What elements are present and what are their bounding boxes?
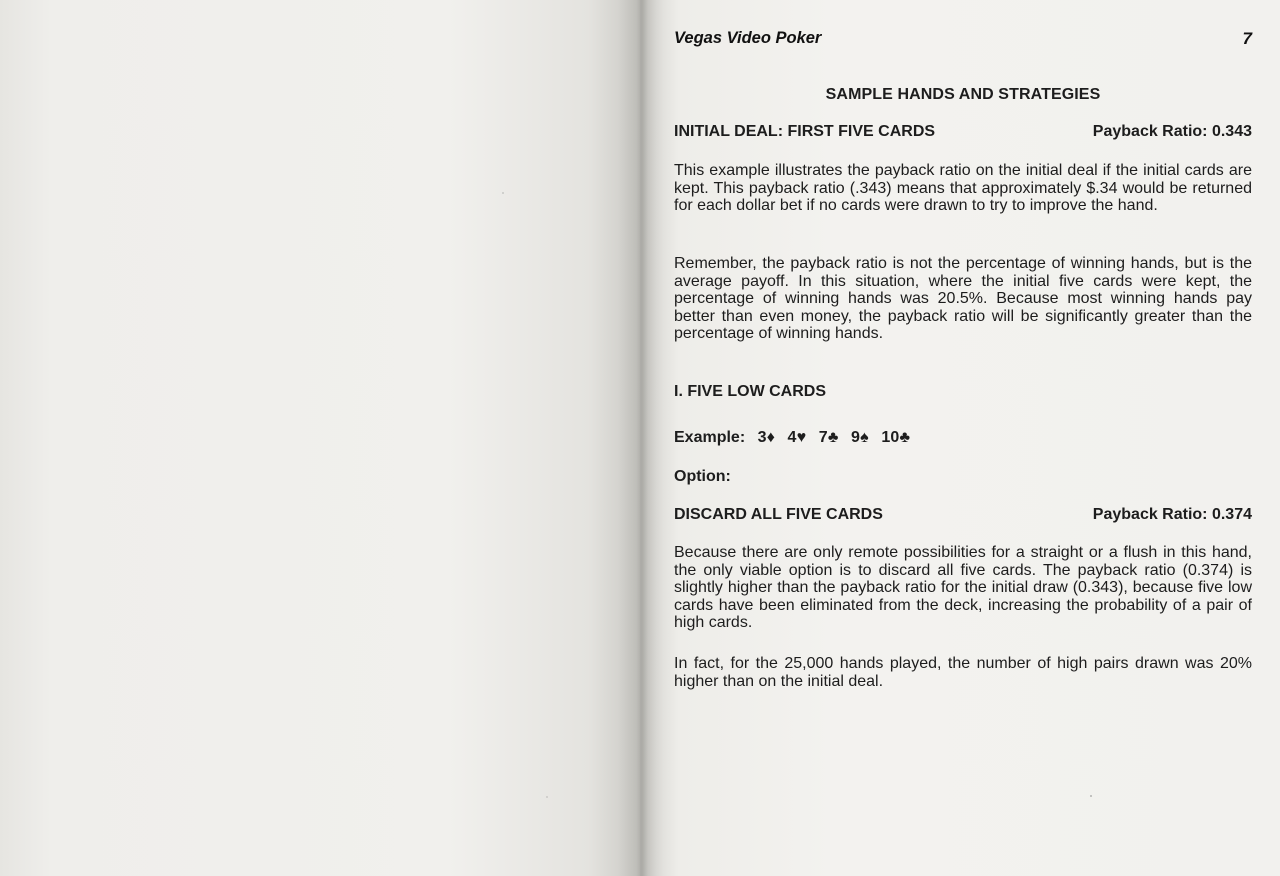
subsection-title: I. FIVE LOW CARDS: [674, 383, 826, 400]
paper-speck: [1090, 795, 1092, 797]
initial-deal-label: INITIAL DEAL: FIRST FIVE CARDS: [674, 123, 936, 140]
paper-speck: [546, 796, 548, 798]
paragraph-payback-explanation: Remember, the payback ratio is not the percentage of winning hands, but is the average payoff. In this situation, where the initial five cards were kept, the percentage of winning hands was 20.5%. Because most winning hands pay better than even money, the payback ratio will be significantly greater than the percentage of winning hands.: [674, 255, 1252, 343]
page-number: 7: [1242, 29, 1252, 48]
example-hand: [674, 429, 918, 447]
card-2: 4♥: [787, 429, 807, 446]
discard-payback: Payback Ratio: 0.374: [1092, 506, 1252, 523]
paragraph-discard-explanation: Because there are only remote possibilities for a straight or a flush in this hand, the only viable option is to discard all five cards. The payback ratio (0.374) is slightly higher than the payback ratio for the initial draw (0.343), because five low cards have been eliminated from the deck, increasing the probability of a pair of high cards.: [674, 544, 1252, 632]
card-3: 7♣: [818, 429, 839, 446]
card-5: 10♣: [881, 429, 911, 446]
section-title: SAMPLE HANDS AND STRATEGIES: [825, 86, 1101, 103]
running-header: [674, 29, 1252, 49]
option-label: Option:: [674, 468, 731, 485]
initial-deal-payback: Payback Ratio: 0.343: [1092, 123, 1252, 140]
discard-label: DISCARD ALL FIVE CARDS: [674, 506, 883, 523]
paragraph-initial-deal: This example illustrates the payback ratio on the initial deal if the initial cards are kept. This payback ratio (.343) means that approximately $.34 would be returned for each dollar bet if no cards were drawn to try to improve the hand.: [674, 162, 1252, 215]
book-gutter: [618, 0, 664, 876]
paper-speck: [502, 192, 504, 194]
running-title: Vegas Video Poker: [674, 29, 822, 47]
card-1: 3♦: [757, 429, 776, 446]
paragraph-high-pairs: In fact, for the 25,000 hands played, the number of high pairs drawn was 20% higher than on the initial deal.: [674, 655, 1252, 690]
example-label: Example:: [674, 429, 746, 446]
left-page-bleed-through: [36, 18, 606, 113]
card-4: 9♠: [851, 429, 869, 446]
